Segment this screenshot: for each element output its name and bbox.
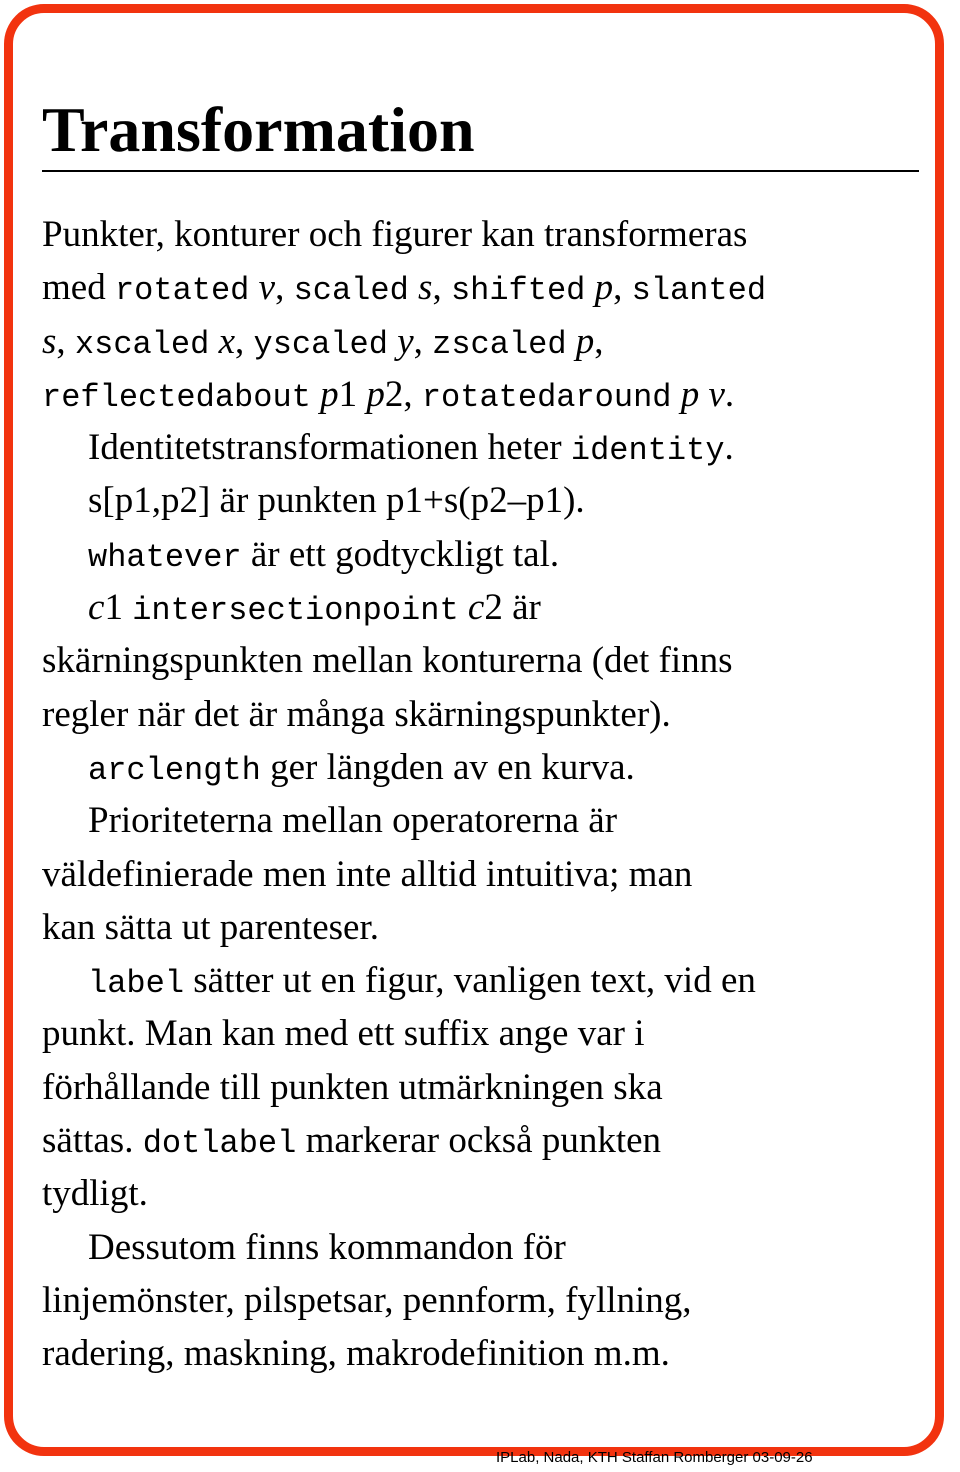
code-identity: identity — [570, 432, 725, 470]
body-line-22: radering, maskning, makrodefinition m.m. — [42, 1333, 670, 1375]
slide-footer: IPLab, Nada, KTH Staffan Romberger 03-09-26 — [496, 1449, 813, 1466]
text-run: 2 är — [484, 587, 541, 629]
text-run: 2, — [384, 373, 422, 415]
math-var: p — [585, 267, 614, 309]
body-line-7 — [42, 528, 922, 581]
math-var: p — [566, 320, 595, 362]
text-run: , — [613, 267, 632, 309]
code-reflectedabout: reflectedabout — [42, 378, 311, 416]
math-var: y — [387, 320, 414, 362]
math-var: c — [458, 587, 485, 629]
body-line-11 — [42, 741, 922, 794]
code-yscaled: yscaled — [253, 325, 388, 363]
title-rule — [42, 170, 919, 172]
math-var: s — [42, 320, 57, 362]
math-var: c — [88, 587, 105, 629]
math-var: p v — [671, 373, 725, 415]
text-run: Identitetstransformationen heter — [88, 427, 571, 469]
text-run: sättas. — [42, 1120, 143, 1162]
math-var: p — [366, 373, 385, 415]
text-run: markerar också punkten — [296, 1120, 662, 1162]
body-line-17: förhållande till punkten utmärkningen ska — [42, 1066, 663, 1108]
text-run: , — [56, 320, 75, 362]
text-run: 1 — [338, 373, 367, 415]
code-zscaled: zscaled — [432, 325, 567, 363]
body-line-5 — [42, 421, 922, 474]
text-run: , — [594, 320, 604, 362]
code-xscaled: xscaled — [74, 325, 210, 363]
text-run: är ett godtyckligt tal. — [241, 533, 560, 575]
code-shifted: shifted — [450, 272, 586, 310]
math-var: x — [209, 320, 236, 362]
code-label: label — [88, 965, 185, 1003]
body-line-14: kan sätta ut parenteser. — [42, 906, 379, 948]
text-run: 1 — [104, 587, 133, 629]
code-slanted: slanted — [631, 272, 767, 310]
text-run: . — [724, 373, 735, 415]
text-run: , — [432, 267, 451, 309]
text-run: . — [724, 427, 734, 469]
math-var: v — [249, 267, 276, 309]
code-dotlabel: dotlabel — [142, 1125, 297, 1163]
body-line-1: Punkter, konturer och figurer kan transformeras — [42, 214, 748, 255]
text-run: ger längden av en kurva. — [260, 746, 635, 788]
body-line-18 — [42, 1114, 922, 1167]
body-line-8 — [42, 581, 922, 634]
slide-body — [42, 208, 922, 1381]
body-line-6: s[p1,p2] är punkten p1+s(p2–p1). — [88, 480, 585, 522]
body-line-20: Dessutom finns kommandon för — [88, 1226, 566, 1268]
text-run: med — [42, 267, 115, 309]
code-scaled: scaled — [293, 272, 409, 310]
body-line-21: linjemönster, pilspetsar, pennform, fyllning, — [42, 1279, 692, 1321]
slide-title: Transformation — [42, 94, 475, 165]
body-line-15 — [42, 954, 922, 1007]
body-line-12: Prioriteterna mellan operatorerna är — [88, 800, 618, 842]
body-line-2 — [42, 261, 922, 314]
body-line-13: väldefinierade men inte alltid intuitiva; man — [42, 853, 693, 895]
body-line-4 — [42, 368, 922, 421]
text-run: sätter ut en figur, vanligen text, vid en — [184, 960, 756, 1002]
code-rotated: rotated — [114, 272, 250, 310]
body-line-19: tydligt. — [42, 1173, 148, 1215]
code-rotatedaround: rotatedaround — [421, 378, 672, 416]
body-line-10: regler när det är många skärningspunkter). — [42, 693, 671, 735]
code-intersectionpoint: intersectionpoint — [132, 592, 459, 630]
math-var: s — [408, 267, 433, 309]
code-arclength: arclength — [88, 751, 261, 789]
body-line-3 — [42, 315, 922, 368]
body-line-9: skärningspunkten mellan konturerna (det finns — [42, 640, 733, 682]
text-run: , — [235, 320, 254, 362]
code-whatever: whatever — [88, 538, 242, 576]
text-run: , — [275, 267, 294, 309]
body-line-16: punkt. Man kan med ett suffix ange var i — [42, 1013, 645, 1055]
math-var: p — [310, 373, 339, 415]
text-run: , — [413, 320, 433, 362]
